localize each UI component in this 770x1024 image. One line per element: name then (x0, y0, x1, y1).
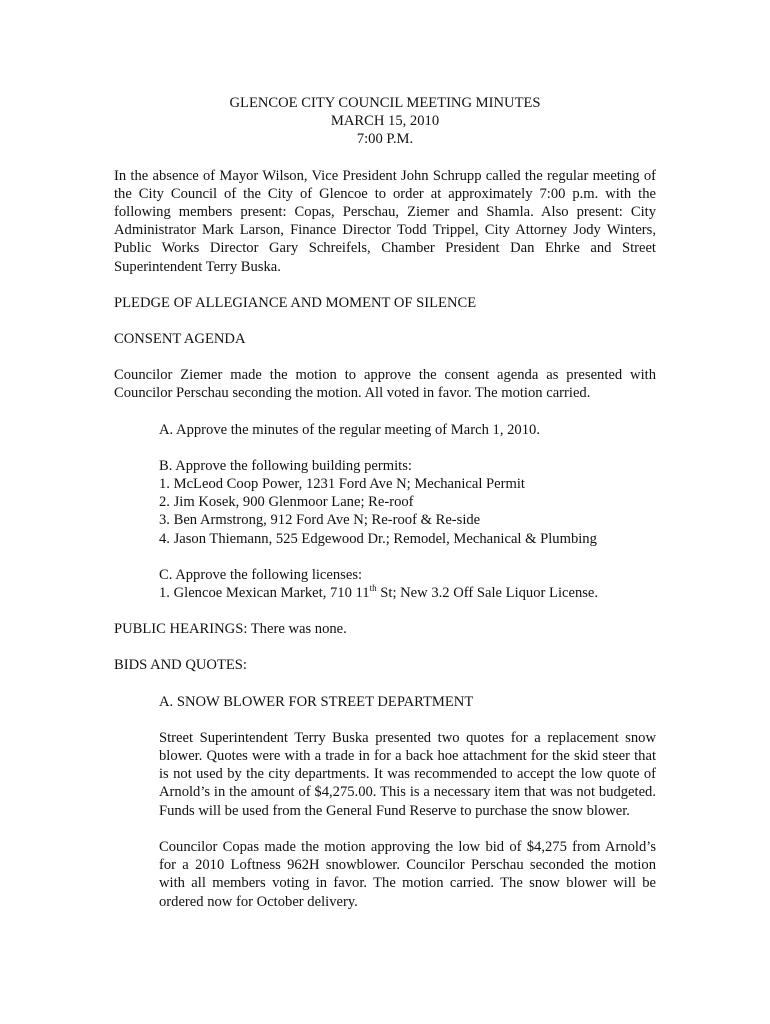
license-suffix: St; New 3.2 Off Sale Liquor License. (376, 585, 599, 602)
pledge-heading: PLEDGE OF ALLEGIANCE AND MOMENT OF SILENCE (114, 294, 477, 311)
license-ordinal: th (369, 583, 377, 594)
consent-item-b-heading: B. Approve the following building permits: (159, 457, 412, 474)
document-title: GLENCOE CITY COUNCIL MEETING MINUTES (229, 95, 541, 111)
consent-motion: Councilor Ziemer made the motion to approve the consent agenda as presented with Councilor Perschau seconding the motion. All voted in favor. The motion carried. (114, 367, 656, 402)
permit-item: 4. Jason Thiemann, 525 Edgewood Dr.; Remodel, Mechanical & Plumbing (159, 530, 597, 547)
meeting-date: MARCH 15, 2010 (330, 113, 440, 130)
meeting-time: 7:00 P.M. (356, 131, 414, 148)
license-prefix: 1. Glencoe Mexican Market, 710 11 (159, 585, 370, 602)
bids-heading: BIDS AND QUOTES: (114, 657, 247, 674)
intro-paragraph: In the absence of Mayor Wilson, Vice President John Schrupp called the regular meeting of the City Council of the City of Glencoe to order at approximately 7:00 p.m. with the following members present: Copas, Perschau, Ziemer and Shamla. Also present: City Administrator Mark Larson, Finance Director Todd Trippel, City Attorney Jody Winters, Public Works Director Gary Schreifels, Chamber President Dan Ehrke and Street Superintendent Terry Buska. (114, 167, 656, 275)
snow-blower-heading: A. SNOW BLOWER FOR STREET DEPARTMENT (159, 693, 474, 710)
bids-section (114, 693, 656, 911)
minutes-page (114, 94, 656, 911)
license-item (159, 584, 656, 602)
public-hearings: PUBLIC HEARINGS: There was none. (114, 621, 347, 638)
permit-item: 1. McLeod Coop Power, 1231 Ford Ave N; Mechanical Permit (159, 476, 525, 493)
document-header (114, 94, 656, 149)
snow-blower-motion: Councilor Copas made the motion approving the low bid of $4,275 from Arnold’s for a 2010 Loftness 962H snowblower. Councilor Perschau seconded the motion with all members voting in favor. The motion carried. The snow blower will be ordered now for October delivery. (159, 838, 656, 910)
snow-blower-paragraph: Street Superintendent Terry Buska presented two quotes for a replacement snow blower. Quotes were with a trade in for a back hoe attachment for the skid steer that is not used by the city departments. It was recommended to accept the low quote of Arnold’s in the amount of $4,275.00. This is a necessary item that was not budgeted. Funds will be used from the General Fund Reserve to purchase the snow blower. (159, 729, 656, 819)
consent-heading: CONSENT AGENDA (114, 331, 246, 348)
permit-item: 2. Jim Kosek, 900 Glenmoor Lane; Re-roof (159, 494, 414, 511)
permit-item: 3. Ben Armstrong, 912 Ford Ave N; Re-roof & Re-side (159, 512, 481, 529)
consent-item-a: A. Approve the minutes of the regular meeting of March 1, 2010. (159, 421, 540, 438)
consent-item-c-heading: C. Approve the following licenses: (159, 566, 363, 583)
consent-items (114, 421, 656, 603)
